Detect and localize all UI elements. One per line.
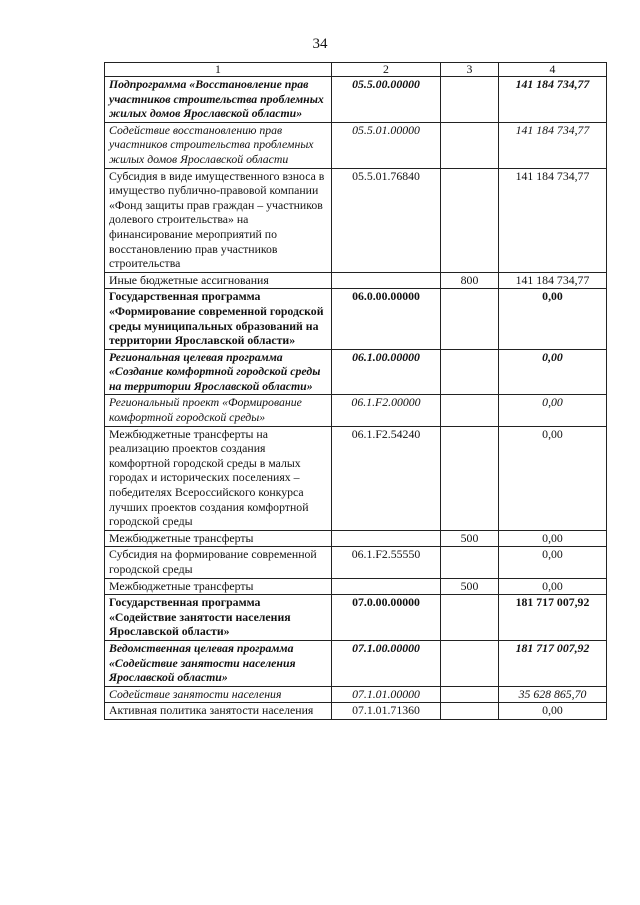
row-type-cell [441,168,499,272]
row-code-cell [332,578,441,595]
row-code-cell [332,272,441,289]
row-type-cell [441,547,499,578]
row-amount-cell: 0,00 [499,530,607,547]
table-row [105,77,607,123]
header-col-3: 3 [441,63,499,77]
page-number: 34 [312,36,328,52]
table-row [105,122,607,168]
table-row [105,168,607,272]
row-code-cell: 06.1.F2.55550 [332,547,441,578]
table-row [105,426,607,530]
table-row [105,640,607,686]
row-amount-cell: 0,00 [499,289,607,349]
row-name-cell: Межбюджетные трансферты на реализацию проектов создания комфортной городской среды в малых городах и исторических поселениях – победителях Всероссийского конкурса лучших проектов создания комфортной городской среды [105,426,332,530]
table-body [105,77,607,720]
table-row [105,547,607,578]
row-amount-cell: 0,00 [499,703,607,720]
row-amount-cell: 181 717 007,92 [499,595,607,641]
row-name-cell: Активная политика занятости населения [105,703,332,720]
row-name-cell: Ведомственная целевая программа «Содействие занятости населения Ярославской области» [105,640,332,686]
row-amount-cell: 141 184 734,77 [499,168,607,272]
row-type-cell [441,426,499,530]
row-type-cell [441,686,499,703]
row-name-cell: Региональная целевая программа «Создание комфортной городской среды на территории Ярославской области» [105,349,332,395]
row-name-cell: Межбюджетные трансферты [105,578,332,595]
row-code-cell [332,530,441,547]
row-name-cell: Субсидия в виде имущественного взноса в имущество публично-правовой компании «Фонд защиты прав граждан – участников долевого строительства» на финансирование мероприятий по восстановлению прав участников строительства [105,168,332,272]
row-code-cell: 07.1.01.71360 [332,703,441,720]
row-code-cell: 06.1.F2.00000 [332,395,441,426]
row-type-cell [441,595,499,641]
row-amount-cell: 35 628 865,70 [499,686,607,703]
table-row [105,595,607,641]
table-row [105,578,607,595]
row-type-cell [441,289,499,349]
row-type-cell [441,703,499,720]
table-row [105,686,607,703]
table-row [105,272,607,289]
row-type-cell [441,77,499,123]
row-code-cell: 06.0.00.00000 [332,289,441,349]
table-row [105,349,607,395]
table-header-row [105,63,607,77]
row-type-cell [441,122,499,168]
row-name-cell: Региональный проект «Формирование комфортной городской среды» [105,395,332,426]
row-amount-cell: 0,00 [499,547,607,578]
row-name-cell: Государственная программа «Содействие занятости населения Ярославской области» [105,595,332,641]
row-type-cell: 500 [441,578,499,595]
row-amount-cell: 141 184 734,77 [499,77,607,123]
row-type-cell [441,349,499,395]
row-code-cell: 05.5.01.00000 [332,122,441,168]
row-name-cell: Государственная программа «Формирование современной городской среды муниципальных образований на территории Ярославской области» [105,289,332,349]
row-amount-cell: 181 717 007,92 [499,640,607,686]
row-code-cell: 07.0.00.00000 [332,595,441,641]
row-type-cell [441,640,499,686]
row-code-cell: 06.1.00.00000 [332,349,441,395]
table-row [105,289,607,349]
table-row [105,395,607,426]
table-row [105,703,607,720]
row-name-cell: Иные бюджетные ассигнования [105,272,332,289]
row-code-cell: 07.1.01.00000 [332,686,441,703]
row-amount-cell: 141 184 734,77 [499,122,607,168]
row-code-cell: 05.5.00.00000 [332,77,441,123]
row-code-cell: 07.1.00.00000 [332,640,441,686]
row-name-cell: Подпрограмма «Восстановление прав участников строительства проблемных жилых домов Ярославской области» [105,77,332,123]
table-row [105,530,607,547]
row-name-cell: Межбюджетные трансферты [105,530,332,547]
header-col-4: 4 [499,63,607,77]
row-amount-cell: 141 184 734,77 [499,272,607,289]
row-amount-cell: 0,00 [499,578,607,595]
row-code-cell: 06.1.F2.54240 [332,426,441,530]
header-col-1: 1 [105,63,332,77]
row-amount-cell: 0,00 [499,395,607,426]
row-name-cell: Субсидия на формирование современной городской среды [105,547,332,578]
header-col-2: 2 [332,63,441,77]
row-type-cell [441,395,499,426]
row-amount-cell: 0,00 [499,426,607,530]
row-type-cell: 500 [441,530,499,547]
row-name-cell: Содействие восстановлению прав участников строительства проблемных жилых домов Ярославской области [105,122,332,168]
row-code-cell: 05.5.01.76840 [332,168,441,272]
row-amount-cell: 0,00 [499,349,607,395]
budget-table [104,62,607,720]
row-type-cell: 800 [441,272,499,289]
row-name-cell: Содействие занятости населения [105,686,332,703]
